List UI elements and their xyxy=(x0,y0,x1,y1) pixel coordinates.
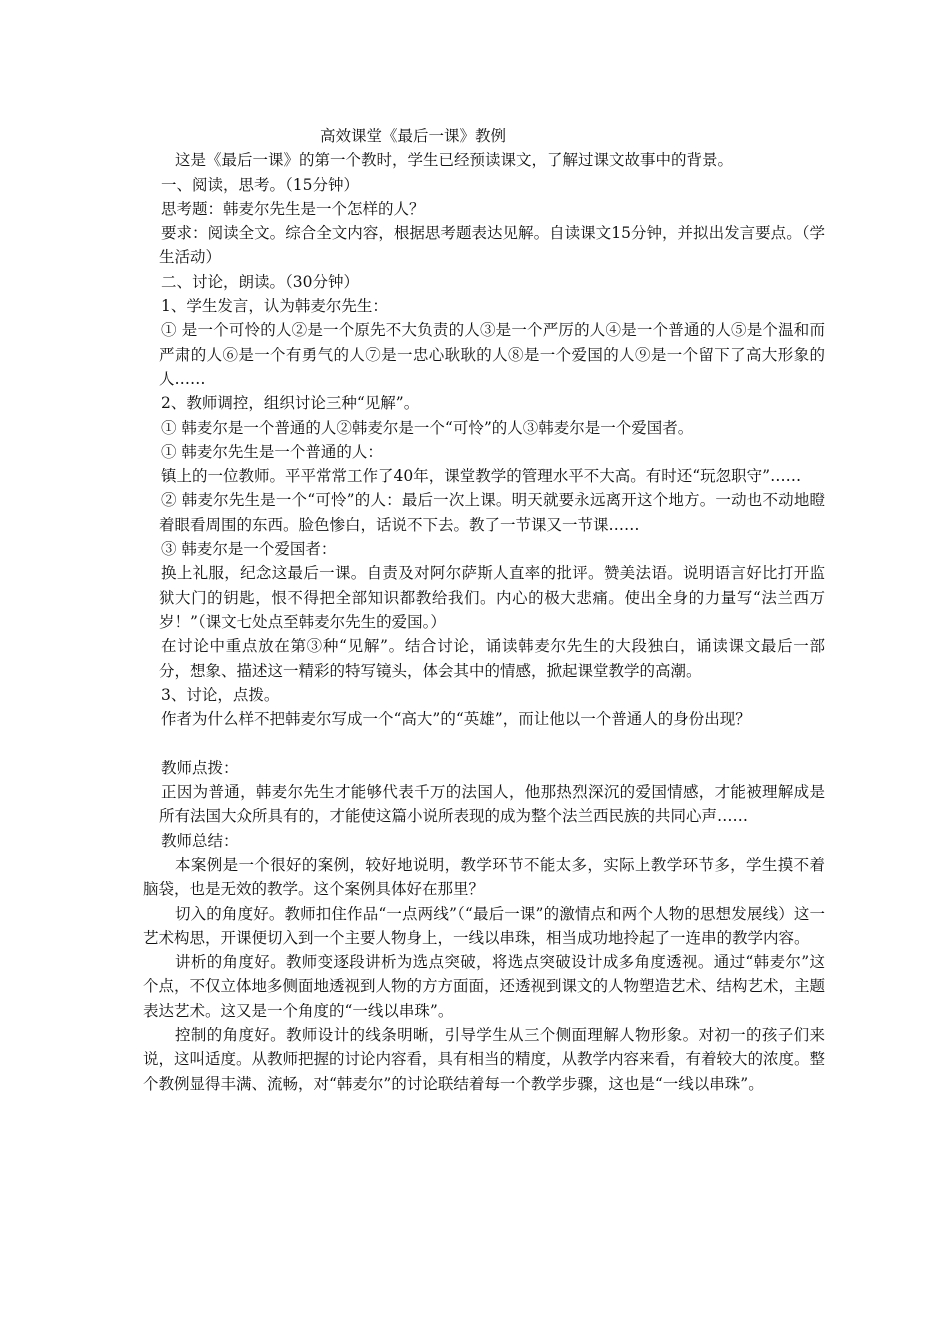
paragraph: 教师点拨： xyxy=(161,758,239,777)
paragraph: 作者为什么样不把韩麦尔写成一个“高大”的“英雄”，而让他以一个普通人的身份出现？ xyxy=(161,710,751,729)
blank-line xyxy=(143,731,825,755)
paragraph: 控制的角度好。教师设计的线条明晰，引导学生从三个侧面理解人物形象。对初一的孩子们来说，这叫适度。从教师把握的讨论内容看，具有相当的精度，从教学内容来看，有着较大的浓度。整个教例显得丰满、流畅，对“韩麦尔”的讨论联结着每一个教学步骤，这也是“一线以串珠”。 xyxy=(143,1025,826,1093)
document-title: 高效课堂《最后一课》教例 xyxy=(320,127,507,145)
paragraph: 切入的角度好。教师扣住作品“一点两线”（“最后一课”的激情点和两个人物的思想发展线）这一艺术构思，开课便切入到一个主要人物身上，一线以串珠，相当成功地拎起了一连串的教学内容。 xyxy=(143,904,825,947)
paragraph: 在讨论中重点放在第③种“见解”。结合讨论，诵读韩麦尔先生的大段独白，诵读课文最后一部分，想象、描述这一精彩的特写镜头，体会其中的情感，掀起课堂教学的高潮。 xyxy=(159,637,825,680)
paragraph: 换上礼服，纪念这最后一课。自责及对阿尔萨斯人直率的批评。赞美法语。说明语言好比打开监狱大门的钥匙，恨不得把全部知识都教给我们。内心的极大悲痛。使出全身的力量写“法兰西万岁！”（课文七处点至韩麦尔先生的爱国。） xyxy=(159,564,825,631)
paragraph: 要求：阅读全文。综合全文内容，根据思考题表达见解。自读课文15分钟，并拟出发言要点。（学生活动） xyxy=(159,224,825,267)
paragraph: 1、学生发言，认为韩麦尔先生： xyxy=(161,297,388,316)
paragraph: 二、讨论，朗读。（30分钟） xyxy=(161,272,359,291)
paragraph: 镇上的一位教师。平平常常工作了40年，课堂教学的管理水平不大高。有时还“玩忽职守”…… xyxy=(161,467,802,486)
paragraph: ① 韩麦尔先生是一个普通的人： xyxy=(161,442,383,461)
paragraph: ① 是一个可怜的人②是一个原先不大负责的人③是一个严厉的人④是一个普通的人⑤是个温和而严肃的人⑥是一个有勇气的人⑦是一忠心耿耿的人⑧是一个爱国的人⑨是一个留下了高大形象的人…… xyxy=(159,321,825,388)
document-body xyxy=(143,148,825,1096)
paragraph: 正因为普通，韩麦尔先生才能够代表千万的法国人，他那热烈深沉的爱国情感，才能被理解成是所有法国大众所具有的，才能使这篇小说所表现的成为整个法兰西民族的共同心声…… xyxy=(159,783,825,826)
paragraph: ② 韩麦尔先生是一个“可怜”的人：最后一次上课。明天就要永远离开这个地方。一动也不动地瞪着眼看周围的东西。脸色惨白，话说不下去。教了一节课又一节课…… xyxy=(159,491,825,534)
paragraph: 这是《最后一课》的第一个教时，学生已经预读课文，了解过课文故事中的背景。 xyxy=(175,151,734,170)
paragraph: ③ 韩麦尔是一个爱国者： xyxy=(161,540,337,559)
paragraph: 思考题：韩麦尔先生是一个怎样的人？ xyxy=(161,199,425,218)
paragraph: ① 韩麦尔是一个普通的人②韩麦尔是一个“可怜”的人③韩麦尔是一个爱国者。 xyxy=(161,418,694,437)
paragraph: 一、阅读，思考。（15分钟） xyxy=(161,175,359,194)
document-page xyxy=(143,124,825,1096)
paragraph: 讲析的角度好。教师变逐段讲析为选点突破，将选点突破设计成多角度透视。通过“韩麦尔”这个点，不仅立体地多侧面地透视到人物的方方面面，还透视到课文的人物塑造艺术、结构艺术，主题表达艺术。这又是一个角度的“一线以串珠”。 xyxy=(143,953,826,1020)
paragraph: 2、教师调控，组织讨论三种“见解”。 xyxy=(161,394,420,413)
paragraph: 教师总结： xyxy=(161,831,239,850)
paragraph: 3、讨论，点拨。 xyxy=(161,685,280,704)
paragraph: 本案例是一个很好的案例，较好地说明，教学环节不能太多，实际上教学环节多，学生摸不着脑袋，也是无效的教学。这个案例具体好在那里？ xyxy=(143,855,825,899)
